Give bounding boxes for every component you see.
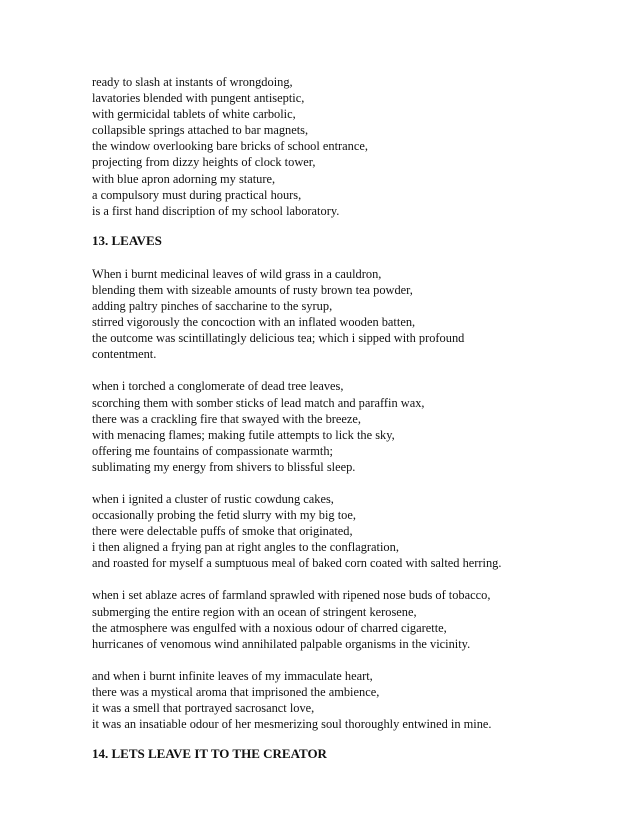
stanza-5 (92, 668, 612, 732)
poem-line: hurricanes of venomous wind annihilated palpable organisms in the vicinity. (92, 636, 471, 651)
poem-line: it was a smell that portrayed sacrosanct love, (92, 701, 315, 715)
poem-line: contentment. (92, 347, 157, 362)
intro-line: the window overlooking bare bricks of school entrance, (92, 139, 368, 154)
poem-line: offering me fountains of compassionate warmth; (92, 443, 333, 458)
poem-line: and when i burnt infinite leaves of my immaculate heart, (92, 668, 373, 683)
poem-line: and roasted for myself a sumptuous meal of baked corn coated with salted herring. (92, 556, 502, 571)
intro-line: ready to slash at instants of wrongdoing, (92, 75, 293, 89)
section-heading-13: 13. LEAVES (92, 232, 162, 248)
poem-line: it was an insatiable odour of her mesmerizing soul thoroughly entwined in mine. (92, 717, 492, 732)
poem-line: submerging the entire region with an ocean of stringent kerosene, (92, 604, 417, 619)
poem-line: the outcome was scintillatingly delicious tea; which i sipped with profound (92, 331, 465, 346)
intro-line: with blue apron adorning my stature, (92, 171, 276, 186)
intro-line: projecting from dizzy heights of clock tower, (92, 155, 316, 170)
poem-line: when i ignited a cluster of rustic cowdung cakes, (92, 491, 334, 506)
intro-line: collapsible springs attached to bar magnets, (92, 123, 309, 138)
stanza-4 (92, 587, 612, 651)
section-heading-14: 14. LETS LEAVE IT TO THE CREATOR (92, 746, 327, 762)
intro-line: lavatories blended with pungent antiseptic, (92, 91, 305, 106)
intro-line: is a first hand discription of my school laboratory. (92, 203, 340, 218)
intro-line: a compulsory must during practical hours, (92, 187, 302, 202)
stanza-3 (92, 491, 612, 571)
poem-line: there were delectable puffs of smoke that originated, (92, 524, 353, 539)
poem-line: scorching them with somber sticks of lead match and paraffin wax, (92, 395, 425, 410)
poem-line: with menacing flames; making futile attempts to lick the sky, (92, 427, 395, 442)
document-page (92, 74, 612, 779)
stanza-1 (92, 266, 612, 363)
poem-line: blending them with sizeable amounts of rusty brown tea powder, (92, 282, 413, 297)
poem-line: there was a mystical aroma that imprisoned the ambience, (92, 684, 380, 699)
poem-line: stirred vigorously the concoction with an inflated wooden batten, (92, 315, 416, 330)
poem-line: when i set ablaze acres of farmland sprawled with ripened nose buds of tobacco, (92, 588, 491, 603)
intro-line: with germicidal tablets of white carbolic, (92, 107, 296, 122)
stanza-2 (92, 378, 612, 475)
poem-line: the atmosphere was engulfed with a noxious odour of charred cigarette, (92, 620, 447, 635)
poem-line: when i torched a conglomerate of dead tree leaves, (92, 379, 344, 394)
poem-line: sublimating my energy from shivers to blissful sleep. (92, 459, 356, 474)
poem-line: i then aligned a frying pan at right angles to the conflagration, (92, 540, 399, 555)
poem-line: adding paltry pinches of saccharine to the syrup, (92, 299, 333, 314)
intro-stanza (92, 74, 612, 219)
poem-line: occasionally probing the fetid slurry with my big toe, (92, 508, 356, 523)
poem-line: there was a crackling fire that swayed with the breeze, (92, 411, 362, 426)
poem-line: When i burnt medicinal leaves of wild grass in a cauldron, (92, 266, 382, 281)
